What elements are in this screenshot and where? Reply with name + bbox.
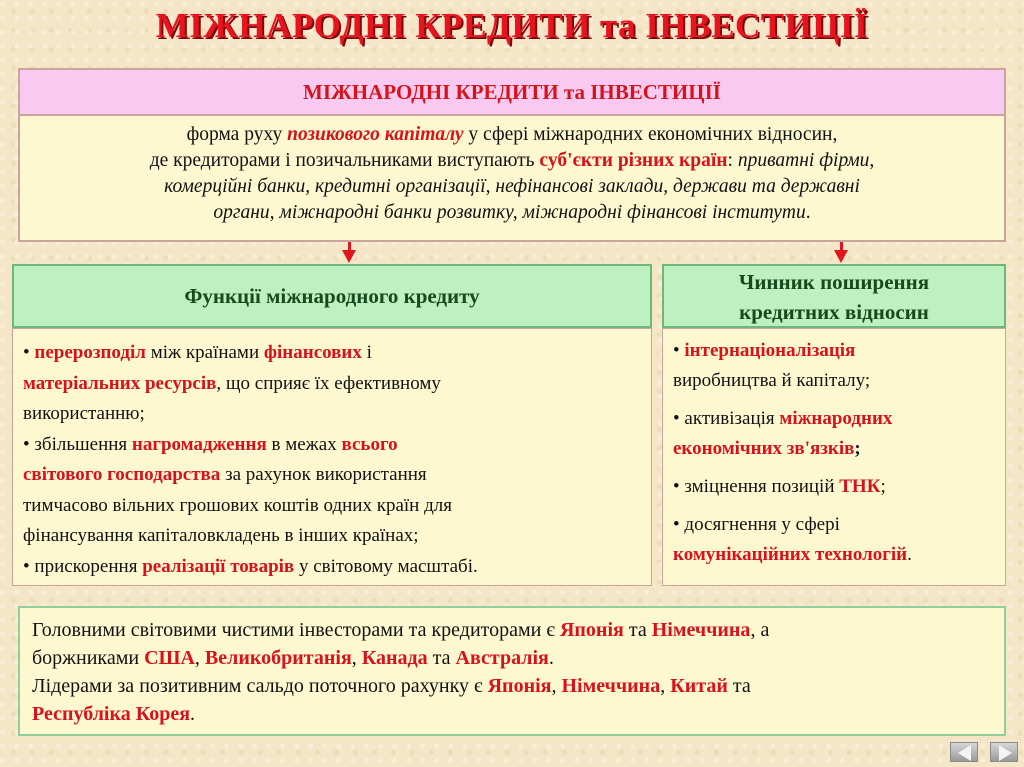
- page-title: МІЖНАРОДНІ КРЕДИТИ та ІНВЕСТИЦІЇ: [155, 6, 869, 45]
- down-arrow-icon: [834, 242, 848, 263]
- list-item: • досягнення у сфері комунікаційних технологій.: [673, 514, 912, 565]
- definition-line: форма руху позикового капіталу у сфері міжнародних економічних відносин,: [186, 124, 838, 145]
- list-item: • збільшення нагромадження в межах всього: [23, 433, 398, 455]
- definition-body: [18, 116, 1006, 242]
- functions-list: [12, 328, 652, 586]
- factors-list: [662, 328, 1006, 586]
- definition-line: органи, міжнародні банки розвитку, міжнародні фінансові інститути.: [213, 202, 811, 223]
- left-triangle-icon: [958, 745, 971, 761]
- list-item: фінансування капіталовкладень в інших країнах;: [23, 525, 419, 546]
- definition-line: комерційні банки, кредитні організації, нефінансові заклади, держави та державні: [164, 176, 860, 197]
- summary-line: Республіка Корея.: [32, 703, 196, 725]
- summary-box: [18, 606, 1006, 736]
- definition-header: МІЖНАРОДНІ КРЕДИТИ та ІНВЕСТИЦІЇ: [18, 68, 1006, 116]
- functions-header: Функції міжнародного кредиту: [12, 264, 652, 328]
- next-slide-button[interactable]: [990, 742, 1018, 762]
- list-item: • перерозподіл між країнами фінансових і: [23, 342, 372, 363]
- summary-line: Лідерами за позитивним сальдо поточного рахунку є Японія, Німеччина, Китай та: [32, 675, 751, 697]
- right-triangle-icon: [999, 745, 1012, 761]
- down-arrow-icon: [342, 242, 356, 263]
- summary-line: боржниками США, Великобританія, Канада та Австралія.: [32, 647, 554, 669]
- list-item: • інтернаціоналізація виробництва й капіталу;: [673, 340, 871, 391]
- definition-line: де кредиторами і позичальниками виступають суб'єкти різних країн: приватні фірми,: [149, 150, 875, 171]
- prev-slide-button[interactable]: [950, 742, 978, 762]
- list-item: світового господарства за рахунок використання: [23, 464, 427, 485]
- list-item: тимчасово вільних грошових коштів одних країн для: [23, 494, 452, 516]
- list-item: • зміцнення позицій ТНК;: [673, 476, 886, 497]
- factors-header: Чинник поширення кредитних відносин: [662, 264, 1006, 328]
- list-item: матеріальних ресурсів, що сприяє їх ефективному: [23, 372, 441, 394]
- list-item: • активізація міжнародних економічних зв'язків;: [673, 408, 893, 459]
- highlight: суб'єкти різних країн: [539, 150, 728, 171]
- summary-line: Головними світовими чистими інвесторами та кредиторами є Японія та Німеччина, а: [32, 619, 770, 641]
- list-item: • прискорення реалізації товарів у світовому масштабі.: [23, 555, 478, 577]
- highlight: позикового капіталу: [287, 124, 464, 145]
- list-item: використанню;: [23, 403, 145, 424]
